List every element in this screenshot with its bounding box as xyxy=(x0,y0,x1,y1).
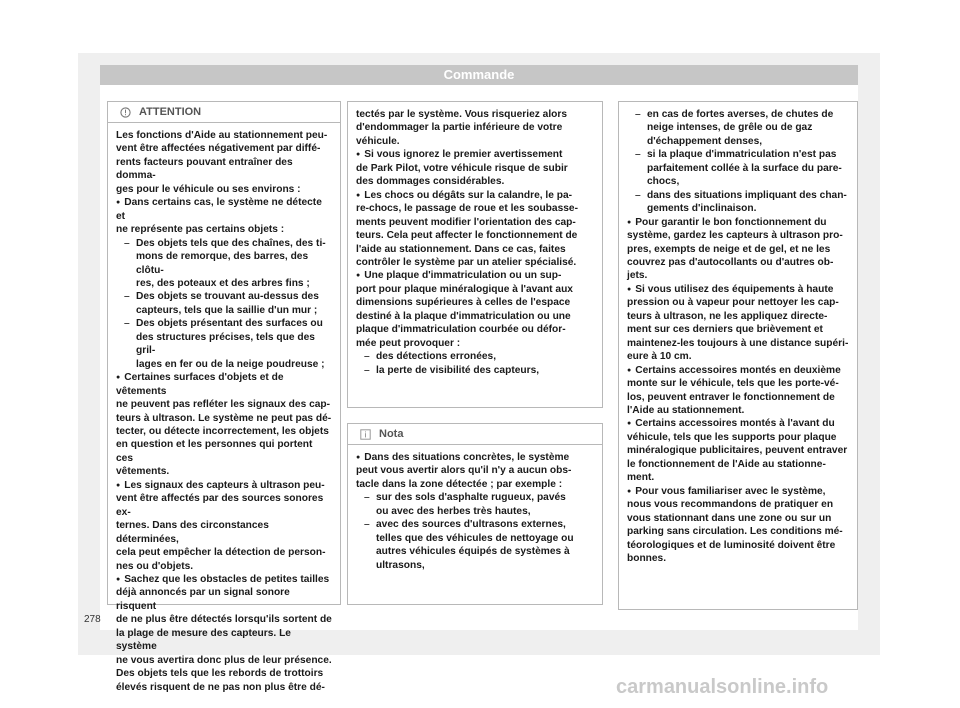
bullet-line xyxy=(356,189,594,202)
watermark: carmanualsonline.info xyxy=(616,676,829,698)
text-line xyxy=(116,560,332,573)
line-text: Des objets se trouvant au-dessus des xyxy=(136,291,319,303)
line-text: tacle dans la zone détectée ; par exemple : xyxy=(356,478,563,490)
text-line xyxy=(627,525,849,538)
bullet-icon: ● xyxy=(356,191,361,199)
note-icon xyxy=(360,429,371,440)
text-line xyxy=(627,391,849,404)
dash-icon: – xyxy=(124,291,130,303)
line-text: ment. xyxy=(627,472,655,484)
text-line xyxy=(627,377,849,390)
attention-continuation-box xyxy=(347,101,603,408)
line-text: tecter, ou détecte incorrectement, les objets xyxy=(116,425,329,437)
text-line xyxy=(356,175,594,188)
dash-line xyxy=(116,317,332,330)
line-text: Dans des situations concrètes, le système xyxy=(364,452,570,463)
line-text: cela peut empêcher la détection de person- xyxy=(116,547,326,559)
text-line xyxy=(116,425,332,438)
attention-label: ATTENTION xyxy=(139,106,202,118)
line-text: ges pour le véhicule ou ses environs : xyxy=(116,183,301,195)
bullet-icon: ● xyxy=(627,420,632,428)
line-text: dimensions supérieures à celles de l'espace xyxy=(356,297,571,309)
line-text: rents facteurs pouvant entraîner des domma- xyxy=(116,156,293,182)
dash-line xyxy=(356,518,594,531)
text-line xyxy=(627,229,849,242)
dash-line xyxy=(356,364,594,377)
bullet-icon: ● xyxy=(356,151,361,159)
bullet-line xyxy=(116,371,332,398)
bullet-line xyxy=(627,364,849,377)
line-text: Certaines surfaces d'objets et de vêtements xyxy=(116,372,284,397)
line-text: des structures précises, tels que des gril- xyxy=(136,331,315,357)
text-line xyxy=(627,471,849,484)
text-line xyxy=(627,337,849,350)
text-line xyxy=(356,337,594,350)
text-line xyxy=(356,296,594,309)
line-text: gements d'inclinaison. xyxy=(647,203,757,215)
line-text: des détections erronées, xyxy=(376,351,497,363)
bullet-line xyxy=(356,148,594,161)
text-line xyxy=(356,478,594,491)
line-text: Certains accessoires montés à l'avant du xyxy=(635,418,835,430)
dash-icon: – xyxy=(364,492,370,504)
line-text: l'Aide au stationnement. xyxy=(627,404,745,416)
bullet-line xyxy=(356,269,594,282)
note-label: Nota xyxy=(379,428,404,440)
dash-continuation-line xyxy=(116,250,332,277)
line-text: l'aide au stationnement. Dans ce cas, faites xyxy=(356,243,566,255)
text-line xyxy=(627,498,849,511)
line-text: d'endommager la partie inférieure de votre xyxy=(356,122,563,134)
text-line xyxy=(116,438,332,465)
bullet-icon: ● xyxy=(116,374,121,382)
line-text: mons de remorque, des barres, des clôtu- xyxy=(136,251,309,276)
text-line xyxy=(116,129,332,142)
note-continuation-box xyxy=(618,101,858,610)
dash-continuation-line xyxy=(627,175,849,188)
line-text: couvrez pas d'autocollants ou d'autres ob- xyxy=(627,256,834,268)
text-line xyxy=(116,627,332,654)
text-line xyxy=(627,269,849,282)
line-text: teurs. Cela peut affecter le fonctionnement de xyxy=(356,230,578,242)
text-line xyxy=(356,283,594,296)
page-number: 278 xyxy=(84,614,101,625)
dash-line xyxy=(356,491,594,504)
text-line xyxy=(356,464,594,477)
dash-icon: – xyxy=(635,189,641,201)
dash-continuation-line xyxy=(116,358,332,371)
line-text: Pour garantir le bon fonctionnement du xyxy=(635,216,827,228)
text-line xyxy=(356,243,594,256)
note-body xyxy=(348,445,602,572)
text-line xyxy=(627,444,849,457)
text-line xyxy=(116,223,332,236)
dash-continuation-line xyxy=(356,559,594,572)
dash-icon: – xyxy=(635,149,641,161)
dash-line xyxy=(116,237,332,250)
dash-continuation-line xyxy=(116,277,332,290)
line-text: Si vous ignorez le premier avertissement xyxy=(364,149,563,161)
text-line xyxy=(116,586,332,613)
text-line xyxy=(627,310,849,323)
dash-icon: – xyxy=(124,237,130,249)
text-line xyxy=(627,512,849,525)
bullet-icon: ● xyxy=(116,199,121,207)
bullet-icon: ● xyxy=(116,575,121,583)
dash-continuation-line xyxy=(116,304,332,317)
text-line xyxy=(116,681,332,694)
line-text: véhicule, tels que les supports pour plaque xyxy=(627,431,837,443)
line-text: déjà annoncés par un signal sonore risquent xyxy=(116,587,290,612)
dash-icon: – xyxy=(364,351,370,363)
line-text: nes ou d'objets. xyxy=(116,560,194,572)
line-text: autres véhicules équipés de systèmes à xyxy=(376,546,570,558)
line-text: monte sur le véhicule, tels que les porte-vé- xyxy=(627,378,839,390)
dash-continuation-line xyxy=(627,202,849,215)
text-line xyxy=(627,296,849,309)
line-text: vent être affectés par des sources sonores ex- xyxy=(116,493,324,518)
line-text: Une plaque d'immatriculation ou un sup- xyxy=(364,270,562,282)
line-text: tectés par le système. Vous risqueriez alors xyxy=(356,109,568,120)
dash-continuation-line xyxy=(627,121,849,134)
text-line xyxy=(356,323,594,336)
bullet-line xyxy=(627,216,849,229)
bullet-icon: ● xyxy=(627,218,632,226)
bullet-line xyxy=(116,573,332,586)
line-text: telles que des véhicules de nettoyage ou xyxy=(376,532,574,544)
line-text: contrôler le système par un atelier spécialisé. xyxy=(356,256,577,268)
text-line xyxy=(627,350,849,363)
line-text: neige intenses, de grêle ou de gaz xyxy=(647,122,813,134)
line-text: ments peuvent modifier l'orientation des cap- xyxy=(356,216,576,228)
line-text: minéralogique publicitaires, peuvent entraver xyxy=(627,445,848,457)
line-text: sur des sols d'asphalte rugueux, pavés xyxy=(376,492,566,504)
bullet-line xyxy=(116,479,332,492)
text-line xyxy=(116,183,332,196)
text-line xyxy=(116,519,332,546)
dash-icon: – xyxy=(364,364,370,376)
text-line xyxy=(356,135,594,148)
line-text: avec des sources d'ultrasons externes, xyxy=(376,519,566,531)
line-text: la perte de visibilité des capteurs, xyxy=(376,364,540,376)
line-text: de Park Pilot, votre véhicule risque de subir xyxy=(356,162,568,174)
note-continuation-body xyxy=(619,102,857,565)
attention-body xyxy=(108,123,340,694)
line-text: ne vous avertira donc plus de leur présence. xyxy=(116,654,332,666)
dash-line xyxy=(356,350,594,363)
line-text: si la plaque d'immatriculation n'est pas xyxy=(647,149,837,161)
line-text: ultrasons, xyxy=(376,559,425,571)
bullet-icon: ● xyxy=(356,272,361,280)
line-text: ment sur ces derniers que brièvement et xyxy=(627,324,823,336)
attention-continuation-body xyxy=(348,102,602,377)
line-text: los, peuvent entraver le fonctionnement de xyxy=(627,391,835,403)
line-text: eure à 10 cm. xyxy=(627,351,692,363)
line-text: res, des poteaux et des arbres fins ; xyxy=(136,277,310,289)
line-text: des dommages considérables. xyxy=(356,176,505,188)
dash-continuation-line xyxy=(356,545,594,558)
text-line xyxy=(116,654,332,667)
line-text: système, gardez les capteurs à ultrason pro- xyxy=(627,230,843,242)
line-text: ne peuvent pas refléter les signaux des cap- xyxy=(116,399,331,411)
dash-icon: – xyxy=(635,109,641,120)
dash-line xyxy=(627,148,849,161)
line-text: destiné à la plaque d'immatriculation ou une xyxy=(356,310,571,322)
bullet-line xyxy=(356,451,594,464)
page-header: Commande xyxy=(100,65,858,85)
dash-continuation-line xyxy=(627,135,849,148)
text-line xyxy=(356,202,594,215)
text-line xyxy=(116,492,332,519)
attention-header xyxy=(108,102,340,123)
text-line xyxy=(116,142,332,155)
line-text: Les chocs ou dégâts sur la calandre, le pa- xyxy=(364,189,573,201)
line-text: re-chocs, le passage de roue et les soubasse- xyxy=(356,203,578,215)
text-line xyxy=(356,310,594,323)
dash-line xyxy=(627,189,849,202)
dash-line xyxy=(116,290,332,303)
line-text: nous vous recommandons de pratiquer en xyxy=(627,499,834,511)
note-header xyxy=(348,424,602,445)
dash-icon: – xyxy=(124,318,130,330)
line-text: teurs à ultrason, ne les appliquez directe- xyxy=(627,310,828,322)
text-line xyxy=(356,121,594,134)
line-text: peut vous avertir alors qu'il n'y a aucun obs- xyxy=(356,465,572,477)
text-line xyxy=(116,412,332,425)
text-line xyxy=(116,613,332,626)
line-text: mée peut provoquer : xyxy=(356,337,461,349)
line-text: parking sans circulation. Les conditions mé- xyxy=(627,526,843,538)
text-line xyxy=(116,156,332,183)
line-text: pression ou à vapeur pour nettoyer les cap- xyxy=(627,297,839,309)
line-text: ou avec des herbes très hautes, xyxy=(376,505,531,517)
text-line xyxy=(116,667,332,680)
line-text: Des objets tels que les rebords de trottoirs xyxy=(116,668,324,680)
line-text: en question et les personnes qui portent ces xyxy=(116,439,313,464)
line-text: de ne plus être détectés lorsqu'ils sortent de xyxy=(116,614,332,626)
note-box xyxy=(347,423,603,605)
line-text: Si vous utilisez des équipements à haute xyxy=(635,283,834,295)
line-text: Des objets tels que des chaînes, des ti- xyxy=(136,237,326,249)
line-text: d'échappement denses, xyxy=(647,135,763,147)
line-text: le fonctionnement de l'Aide au stationne- xyxy=(627,458,826,470)
bullet-icon: ● xyxy=(627,285,632,293)
warning-icon xyxy=(120,107,131,118)
line-text: plaque d'immatriculation courbée ou défor- xyxy=(356,324,566,336)
line-text: téorologiques et de luminosité doivent être xyxy=(627,539,836,551)
line-text: ne représente pas certains objets : xyxy=(116,224,285,236)
line-text: bonnes. xyxy=(627,552,667,564)
line-text: Les signaux des capteurs à ultrason peu- xyxy=(124,479,325,491)
line-text: véhicule. xyxy=(356,135,400,147)
line-text: Dans certains cas, le système ne détecte et xyxy=(116,197,322,222)
line-text: capteurs, tels que la saillie d'un mur ; xyxy=(136,304,318,316)
bullet-line xyxy=(116,196,332,223)
line-text: Les fonctions d'Aide au stationnement peu- xyxy=(116,130,328,141)
text-line xyxy=(356,216,594,229)
text-line xyxy=(627,323,849,336)
bullet-line xyxy=(627,283,849,296)
bullet-icon: ● xyxy=(627,366,632,374)
line-text: vêtements. xyxy=(116,466,170,478)
text-line xyxy=(116,398,332,411)
attention-box xyxy=(107,101,341,693)
bullet-icon: ● xyxy=(116,481,121,489)
dash-icon: – xyxy=(364,519,370,531)
line-text: chocs, xyxy=(647,176,680,188)
line-text: Certains accessoires montés en deuxième xyxy=(635,364,841,376)
line-text: élevés risquent de ne pas non plus être dé- xyxy=(116,681,325,693)
text-line xyxy=(627,243,849,256)
line-text: parfaitement collée à la surface du pare- xyxy=(647,162,842,174)
text-line xyxy=(627,458,849,471)
line-text: la plage de mesure des capteurs. Le système xyxy=(116,627,291,653)
text-line xyxy=(356,229,594,242)
bullet-line xyxy=(627,485,849,498)
line-text: Des objets présentant des surfaces ou xyxy=(136,318,323,330)
line-text: teurs à ultrason. Le système ne peut pas dé- xyxy=(116,412,332,424)
text-line xyxy=(627,404,849,417)
text-line xyxy=(627,431,849,444)
line-text: ternes. Dans des circonstances déterminées, xyxy=(116,520,269,545)
text-line xyxy=(356,162,594,175)
text-line xyxy=(627,256,849,269)
dash-continuation-line xyxy=(627,162,849,175)
dash-continuation-line xyxy=(356,532,594,545)
text-line xyxy=(116,465,332,478)
text-line xyxy=(356,108,594,121)
bullet-icon: ● xyxy=(356,454,361,461)
text-line xyxy=(356,256,594,269)
dash-continuation-line xyxy=(116,331,332,358)
line-text: lages en fer ou de la neige poudreuse ; xyxy=(136,358,325,370)
line-text: Sachez que les obstacles de petites tailles xyxy=(124,573,330,585)
bullet-icon: ● xyxy=(627,487,632,495)
bullet-line xyxy=(627,417,849,430)
text-line xyxy=(116,546,332,559)
text-line xyxy=(627,552,849,565)
line-text: en cas de fortes averses, de chutes de xyxy=(647,109,834,120)
line-text: port pour plaque minéralogique à l'avant aux xyxy=(356,283,573,295)
line-text: maintenez-les toujours à une distance supéri- xyxy=(627,337,849,349)
line-text: vent être affectées négativement par diffé- xyxy=(116,143,321,155)
line-text: Pour vous familiariser avec le système, xyxy=(635,485,826,497)
line-text: jets. xyxy=(627,270,648,282)
text-line xyxy=(627,539,849,552)
line-text: vous stationnant dans une zone ou sur un xyxy=(627,512,832,524)
dash-line xyxy=(627,108,849,121)
line-text: dans des situations impliquant des chan- xyxy=(647,189,847,201)
dash-continuation-line xyxy=(356,505,594,518)
line-text: pres, exempts de neige et de gel, et ne les xyxy=(627,243,831,255)
